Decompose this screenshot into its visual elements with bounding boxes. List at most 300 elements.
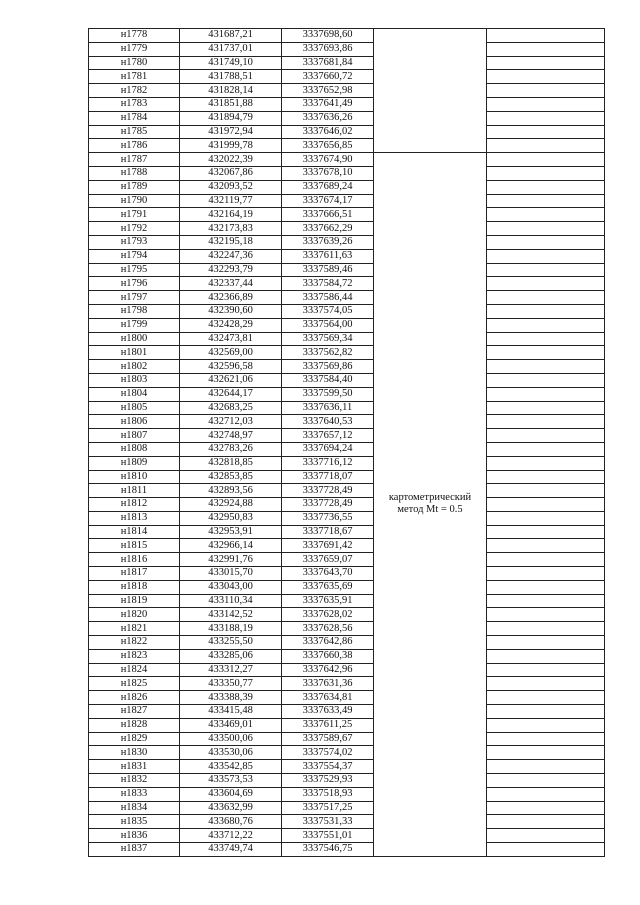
table-row xyxy=(89,360,605,374)
point-id-cell: н1818 xyxy=(89,580,180,594)
point-id-cell: н1807 xyxy=(89,429,180,443)
table-row xyxy=(89,70,605,84)
note-cell xyxy=(487,705,605,719)
y-coordinate-cell: 3337551,01 xyxy=(282,829,374,843)
y-coordinate-cell: 3337643,70 xyxy=(282,567,374,581)
table-row xyxy=(89,429,605,443)
y-coordinate-cell: 3337633,49 xyxy=(282,705,374,719)
table-row xyxy=(89,166,605,180)
coordinates-table xyxy=(88,28,605,857)
y-coordinate-cell: 3337736,55 xyxy=(282,511,374,525)
table-row xyxy=(89,498,605,512)
point-id-cell: н1811 xyxy=(89,484,180,498)
point-id-cell: н1788 xyxy=(89,166,180,180)
point-id-cell: н1794 xyxy=(89,249,180,263)
note-cell xyxy=(487,235,605,249)
y-coordinate-cell: 3337656,85 xyxy=(282,139,374,153)
y-coordinate-cell: 3337584,40 xyxy=(282,373,374,387)
y-coordinate-cell: 3337652,98 xyxy=(282,84,374,98)
table-row xyxy=(89,774,605,788)
table-row xyxy=(89,56,605,70)
table-row xyxy=(89,484,605,498)
method-name: картометрический xyxy=(388,492,472,504)
table-row xyxy=(89,470,605,484)
y-coordinate-cell: 3337660,38 xyxy=(282,649,374,663)
y-coordinate-cell: 3337718,07 xyxy=(282,470,374,484)
x-coordinate-cell: 433388,39 xyxy=(180,691,282,705)
note-cell xyxy=(487,553,605,567)
x-coordinate-cell: 432119,77 xyxy=(180,194,282,208)
point-id-cell: н1783 xyxy=(89,97,180,111)
x-coordinate-cell: 432569,00 xyxy=(180,346,282,360)
y-coordinate-cell: 3337636,26 xyxy=(282,111,374,125)
point-id-cell: н1801 xyxy=(89,346,180,360)
note-cell xyxy=(487,677,605,691)
note-cell xyxy=(487,636,605,650)
y-coordinate-cell: 3337554,37 xyxy=(282,760,374,774)
point-id-cell: н1837 xyxy=(89,843,180,857)
note-cell xyxy=(487,360,605,374)
x-coordinate-cell: 433188,19 xyxy=(180,622,282,636)
note-cell xyxy=(487,511,605,525)
note-cell xyxy=(487,166,605,180)
point-id-cell: н1786 xyxy=(89,139,180,153)
y-coordinate-cell: 3337569,86 xyxy=(282,360,374,374)
x-coordinate-cell: 433015,70 xyxy=(180,567,282,581)
method-accuracy: метод Mt = 0.5 xyxy=(397,504,463,516)
point-id-cell: н1799 xyxy=(89,318,180,332)
y-coordinate-cell: 3337718,67 xyxy=(282,525,374,539)
note-cell xyxy=(487,498,605,512)
x-coordinate-cell: 432293,79 xyxy=(180,263,282,277)
note-cell xyxy=(487,746,605,760)
x-coordinate-cell: 433500,06 xyxy=(180,732,282,746)
y-coordinate-cell: 3337574,05 xyxy=(282,304,374,318)
note-cell xyxy=(487,277,605,291)
point-id-cell: н1804 xyxy=(89,387,180,401)
table-row xyxy=(89,111,605,125)
coordinates-table-body xyxy=(89,29,605,857)
note-cell xyxy=(487,622,605,636)
x-coordinate-cell: 431851,88 xyxy=(180,97,282,111)
note-cell xyxy=(487,429,605,443)
note-cell xyxy=(487,815,605,829)
point-id-cell: н1833 xyxy=(89,787,180,801)
y-coordinate-cell: 3337674,17 xyxy=(282,194,374,208)
point-id-cell: н1823 xyxy=(89,649,180,663)
note-cell xyxy=(487,42,605,56)
x-coordinate-cell: 433749,74 xyxy=(180,843,282,857)
note-cell xyxy=(487,415,605,429)
x-coordinate-cell: 431788,51 xyxy=(180,70,282,84)
y-coordinate-cell: 3337631,36 xyxy=(282,677,374,691)
note-cell xyxy=(487,111,605,125)
x-coordinate-cell: 431828,14 xyxy=(180,84,282,98)
y-coordinate-cell: 3337639,26 xyxy=(282,235,374,249)
x-coordinate-cell: 433530,06 xyxy=(180,746,282,760)
point-id-cell: н1835 xyxy=(89,815,180,829)
x-coordinate-cell: 432093,52 xyxy=(180,180,282,194)
y-coordinate-cell: 3337635,91 xyxy=(282,594,374,608)
y-coordinate-cell: 3337662,29 xyxy=(282,222,374,236)
table-row xyxy=(89,332,605,346)
table-row xyxy=(89,705,605,719)
y-coordinate-cell: 3337689,24 xyxy=(282,180,374,194)
x-coordinate-cell: 432067,86 xyxy=(180,166,282,180)
x-coordinate-cell: 432748,97 xyxy=(180,429,282,443)
y-coordinate-cell: 3337589,67 xyxy=(282,732,374,746)
table-row xyxy=(89,442,605,456)
point-id-cell: н1819 xyxy=(89,594,180,608)
point-id-cell: н1795 xyxy=(89,263,180,277)
x-coordinate-cell: 433542,85 xyxy=(180,760,282,774)
y-coordinate-cell: 3337564,00 xyxy=(282,318,374,332)
x-coordinate-cell: 433312,27 xyxy=(180,663,282,677)
note-cell xyxy=(487,346,605,360)
point-id-cell: н1782 xyxy=(89,84,180,98)
x-coordinate-cell: 432924,88 xyxy=(180,498,282,512)
point-id-cell: н1836 xyxy=(89,829,180,843)
table-row xyxy=(89,29,605,43)
table-row xyxy=(89,208,605,222)
point-id-cell: н1787 xyxy=(89,153,180,167)
table-row xyxy=(89,194,605,208)
x-coordinate-cell: 432953,91 xyxy=(180,525,282,539)
point-id-cell: н1825 xyxy=(89,677,180,691)
table-row xyxy=(89,511,605,525)
note-cell xyxy=(487,401,605,415)
y-coordinate-cell: 3337589,46 xyxy=(282,263,374,277)
table-row xyxy=(89,815,605,829)
x-coordinate-cell: 432596,58 xyxy=(180,360,282,374)
y-coordinate-cell: 3337660,72 xyxy=(282,70,374,84)
note-cell xyxy=(487,829,605,843)
point-id-cell: н1829 xyxy=(89,732,180,746)
table-row xyxy=(89,222,605,236)
y-coordinate-cell: 3337659,07 xyxy=(282,553,374,567)
x-coordinate-cell: 433350,77 xyxy=(180,677,282,691)
point-id-cell: н1792 xyxy=(89,222,180,236)
note-cell xyxy=(487,332,605,346)
note-cell xyxy=(487,291,605,305)
point-id-cell: н1778 xyxy=(89,29,180,43)
note-cell xyxy=(487,442,605,456)
table-row xyxy=(89,401,605,415)
table-row xyxy=(89,139,605,153)
note-cell xyxy=(487,843,605,857)
point-id-cell: н1814 xyxy=(89,525,180,539)
point-id-cell: н1827 xyxy=(89,705,180,719)
table-row xyxy=(89,622,605,636)
y-coordinate-cell: 3337611,63 xyxy=(282,249,374,263)
point-id-cell: н1808 xyxy=(89,442,180,456)
note-cell xyxy=(487,567,605,581)
table-row xyxy=(89,608,605,622)
x-coordinate-cell: 432390,60 xyxy=(180,304,282,318)
point-id-cell: н1812 xyxy=(89,498,180,512)
point-id-cell: н1790 xyxy=(89,194,180,208)
point-id-cell: н1816 xyxy=(89,553,180,567)
x-coordinate-cell: 432428,29 xyxy=(180,318,282,332)
y-coordinate-cell: 3337693,86 xyxy=(282,42,374,56)
point-id-cell: н1785 xyxy=(89,125,180,139)
note-cell xyxy=(487,525,605,539)
table-row xyxy=(89,153,605,167)
x-coordinate-cell: 433680,76 xyxy=(180,815,282,829)
note-cell xyxy=(487,84,605,98)
table-row xyxy=(89,97,605,111)
point-id-cell: н1815 xyxy=(89,539,180,553)
table-row xyxy=(89,373,605,387)
point-id-cell: н1789 xyxy=(89,180,180,194)
point-id-cell: н1834 xyxy=(89,801,180,815)
x-coordinate-cell: 432473,81 xyxy=(180,332,282,346)
point-id-cell: н1826 xyxy=(89,691,180,705)
note-cell xyxy=(487,194,605,208)
note-cell xyxy=(487,249,605,263)
note-cell xyxy=(487,387,605,401)
point-id-cell: н1817 xyxy=(89,567,180,581)
point-id-cell: н1800 xyxy=(89,332,180,346)
point-id-cell: н1831 xyxy=(89,760,180,774)
note-cell xyxy=(487,29,605,43)
table-row xyxy=(89,84,605,98)
x-coordinate-cell: 432966,14 xyxy=(180,539,282,553)
point-id-cell: н1797 xyxy=(89,291,180,305)
note-cell xyxy=(487,125,605,139)
note-cell xyxy=(487,580,605,594)
x-coordinate-cell: 432683,25 xyxy=(180,401,282,415)
point-id-cell: н1824 xyxy=(89,663,180,677)
table-row xyxy=(89,387,605,401)
y-coordinate-cell: 3337636,11 xyxy=(282,401,374,415)
point-id-cell: н1781 xyxy=(89,70,180,84)
x-coordinate-cell: 432195,18 xyxy=(180,235,282,249)
x-coordinate-cell: 433573,53 xyxy=(180,774,282,788)
point-id-cell: н1791 xyxy=(89,208,180,222)
note-cell xyxy=(487,470,605,484)
point-id-cell: н1784 xyxy=(89,111,180,125)
point-id-cell: н1779 xyxy=(89,42,180,56)
table-row xyxy=(89,415,605,429)
note-cell xyxy=(487,97,605,111)
note-cell xyxy=(487,304,605,318)
point-id-cell: н1793 xyxy=(89,235,180,249)
point-id-cell: н1821 xyxy=(89,622,180,636)
y-coordinate-cell: 3337628,02 xyxy=(282,608,374,622)
point-id-cell: н1822 xyxy=(89,636,180,650)
x-coordinate-cell: 433285,06 xyxy=(180,649,282,663)
table-row xyxy=(89,760,605,774)
x-coordinate-cell: 433043,00 xyxy=(180,580,282,594)
y-coordinate-cell: 3337657,12 xyxy=(282,429,374,443)
x-coordinate-cell: 431972,94 xyxy=(180,125,282,139)
table-row xyxy=(89,456,605,470)
x-coordinate-cell: 432022,39 xyxy=(180,153,282,167)
x-coordinate-cell: 432783,26 xyxy=(180,442,282,456)
x-coordinate-cell: 433469,01 xyxy=(180,718,282,732)
table-row xyxy=(89,304,605,318)
y-coordinate-cell: 3337698,60 xyxy=(282,29,374,43)
x-coordinate-cell: 432621,06 xyxy=(180,373,282,387)
x-coordinate-cell: 431687,21 xyxy=(180,29,282,43)
y-coordinate-cell: 3337584,72 xyxy=(282,277,374,291)
point-id-cell: н1813 xyxy=(89,511,180,525)
x-coordinate-cell: 433142,52 xyxy=(180,608,282,622)
table-row xyxy=(89,553,605,567)
point-id-cell: н1802 xyxy=(89,360,180,374)
y-coordinate-cell: 3337642,96 xyxy=(282,663,374,677)
y-coordinate-cell: 3337694,24 xyxy=(282,442,374,456)
table-row xyxy=(89,801,605,815)
table-row xyxy=(89,235,605,249)
note-cell xyxy=(487,456,605,470)
point-id-cell: н1820 xyxy=(89,608,180,622)
note-cell xyxy=(487,649,605,663)
note-cell xyxy=(487,70,605,84)
point-id-cell: н1798 xyxy=(89,304,180,318)
x-coordinate-cell: 432818,85 xyxy=(180,456,282,470)
table-row xyxy=(89,263,605,277)
note-cell xyxy=(487,318,605,332)
x-coordinate-cell: 431894,79 xyxy=(180,111,282,125)
x-coordinate-cell: 432712,03 xyxy=(180,415,282,429)
table-row xyxy=(89,732,605,746)
point-id-cell: н1810 xyxy=(89,470,180,484)
y-coordinate-cell: 3337642,86 xyxy=(282,636,374,650)
point-id-cell: н1828 xyxy=(89,718,180,732)
y-coordinate-cell: 3337646,02 xyxy=(282,125,374,139)
y-coordinate-cell: 3337518,93 xyxy=(282,787,374,801)
y-coordinate-cell: 3337562,82 xyxy=(282,346,374,360)
point-id-cell: н1809 xyxy=(89,456,180,470)
x-coordinate-cell: 432337,44 xyxy=(180,277,282,291)
note-cell xyxy=(487,663,605,677)
note-cell xyxy=(487,801,605,815)
y-coordinate-cell: 3337674,90 xyxy=(282,153,374,167)
table-row xyxy=(89,567,605,581)
x-coordinate-cell: 432366,89 xyxy=(180,291,282,305)
x-coordinate-cell: 432893,56 xyxy=(180,484,282,498)
table-row xyxy=(89,677,605,691)
y-coordinate-cell: 3337691,42 xyxy=(282,539,374,553)
table-row xyxy=(89,318,605,332)
y-coordinate-cell: 3337640,53 xyxy=(282,415,374,429)
x-coordinate-cell: 433632,99 xyxy=(180,801,282,815)
x-coordinate-cell: 433110,34 xyxy=(180,594,282,608)
table-row xyxy=(89,746,605,760)
point-id-cell: н1805 xyxy=(89,401,180,415)
table-row xyxy=(89,125,605,139)
note-cell xyxy=(487,208,605,222)
table-row xyxy=(89,843,605,857)
point-id-cell: н1803 xyxy=(89,373,180,387)
note-cell xyxy=(487,774,605,788)
y-coordinate-cell: 3337641,49 xyxy=(282,97,374,111)
table-row xyxy=(89,580,605,594)
x-coordinate-cell: 431737,01 xyxy=(180,42,282,56)
x-coordinate-cell: 431749,10 xyxy=(180,56,282,70)
y-coordinate-cell: 3337728,49 xyxy=(282,484,374,498)
y-coordinate-cell: 3337666,51 xyxy=(282,208,374,222)
table-row xyxy=(89,718,605,732)
x-coordinate-cell: 432991,76 xyxy=(180,553,282,567)
note-cell xyxy=(487,180,605,194)
point-id-cell: н1832 xyxy=(89,774,180,788)
y-coordinate-cell: 3337716,12 xyxy=(282,456,374,470)
table-row xyxy=(89,829,605,843)
y-coordinate-cell: 3337529,93 xyxy=(282,774,374,788)
table-row xyxy=(89,249,605,263)
note-cell xyxy=(487,594,605,608)
table-row xyxy=(89,291,605,305)
table-row xyxy=(89,594,605,608)
note-cell xyxy=(487,56,605,70)
table-row xyxy=(89,691,605,705)
x-coordinate-cell: 431999,78 xyxy=(180,139,282,153)
method-cell-top xyxy=(374,29,487,153)
x-coordinate-cell: 432950,83 xyxy=(180,511,282,525)
note-cell xyxy=(487,732,605,746)
y-coordinate-cell: 3337728,49 xyxy=(282,498,374,512)
table-row xyxy=(89,277,605,291)
x-coordinate-cell: 432164,19 xyxy=(180,208,282,222)
y-coordinate-cell: 3337678,10 xyxy=(282,166,374,180)
y-coordinate-cell: 3337599,50 xyxy=(282,387,374,401)
y-coordinate-cell: 3337517,25 xyxy=(282,801,374,815)
method-cell xyxy=(374,153,487,857)
x-coordinate-cell: 433415,48 xyxy=(180,705,282,719)
note-cell xyxy=(487,760,605,774)
table-row xyxy=(89,180,605,194)
y-coordinate-cell: 3337531,33 xyxy=(282,815,374,829)
x-coordinate-cell: 433255,50 xyxy=(180,636,282,650)
y-coordinate-cell: 3337628,56 xyxy=(282,622,374,636)
x-coordinate-cell: 432247,36 xyxy=(180,249,282,263)
y-coordinate-cell: 3337611,25 xyxy=(282,718,374,732)
table-row xyxy=(89,636,605,650)
y-coordinate-cell: 3337586,44 xyxy=(282,291,374,305)
table-row xyxy=(89,346,605,360)
table-row xyxy=(89,539,605,553)
point-id-cell: н1796 xyxy=(89,277,180,291)
note-cell xyxy=(487,539,605,553)
note-cell xyxy=(487,139,605,153)
note-cell xyxy=(487,718,605,732)
note-cell xyxy=(487,691,605,705)
point-id-cell: н1830 xyxy=(89,746,180,760)
table-row xyxy=(89,649,605,663)
note-cell xyxy=(487,373,605,387)
note-cell xyxy=(487,484,605,498)
table-row xyxy=(89,42,605,56)
point-id-cell: н1806 xyxy=(89,415,180,429)
note-cell xyxy=(487,263,605,277)
y-coordinate-cell: 3337569,34 xyxy=(282,332,374,346)
note-cell xyxy=(487,222,605,236)
y-coordinate-cell: 3337546,75 xyxy=(282,843,374,857)
table-row xyxy=(89,787,605,801)
note-cell xyxy=(487,787,605,801)
table-row xyxy=(89,663,605,677)
note-cell xyxy=(487,608,605,622)
x-coordinate-cell: 432853,85 xyxy=(180,470,282,484)
x-coordinate-cell: 433712,22 xyxy=(180,829,282,843)
y-coordinate-cell: 3337681,84 xyxy=(282,56,374,70)
note-cell xyxy=(487,153,605,167)
x-coordinate-cell: 432644,17 xyxy=(180,387,282,401)
table-row xyxy=(89,525,605,539)
